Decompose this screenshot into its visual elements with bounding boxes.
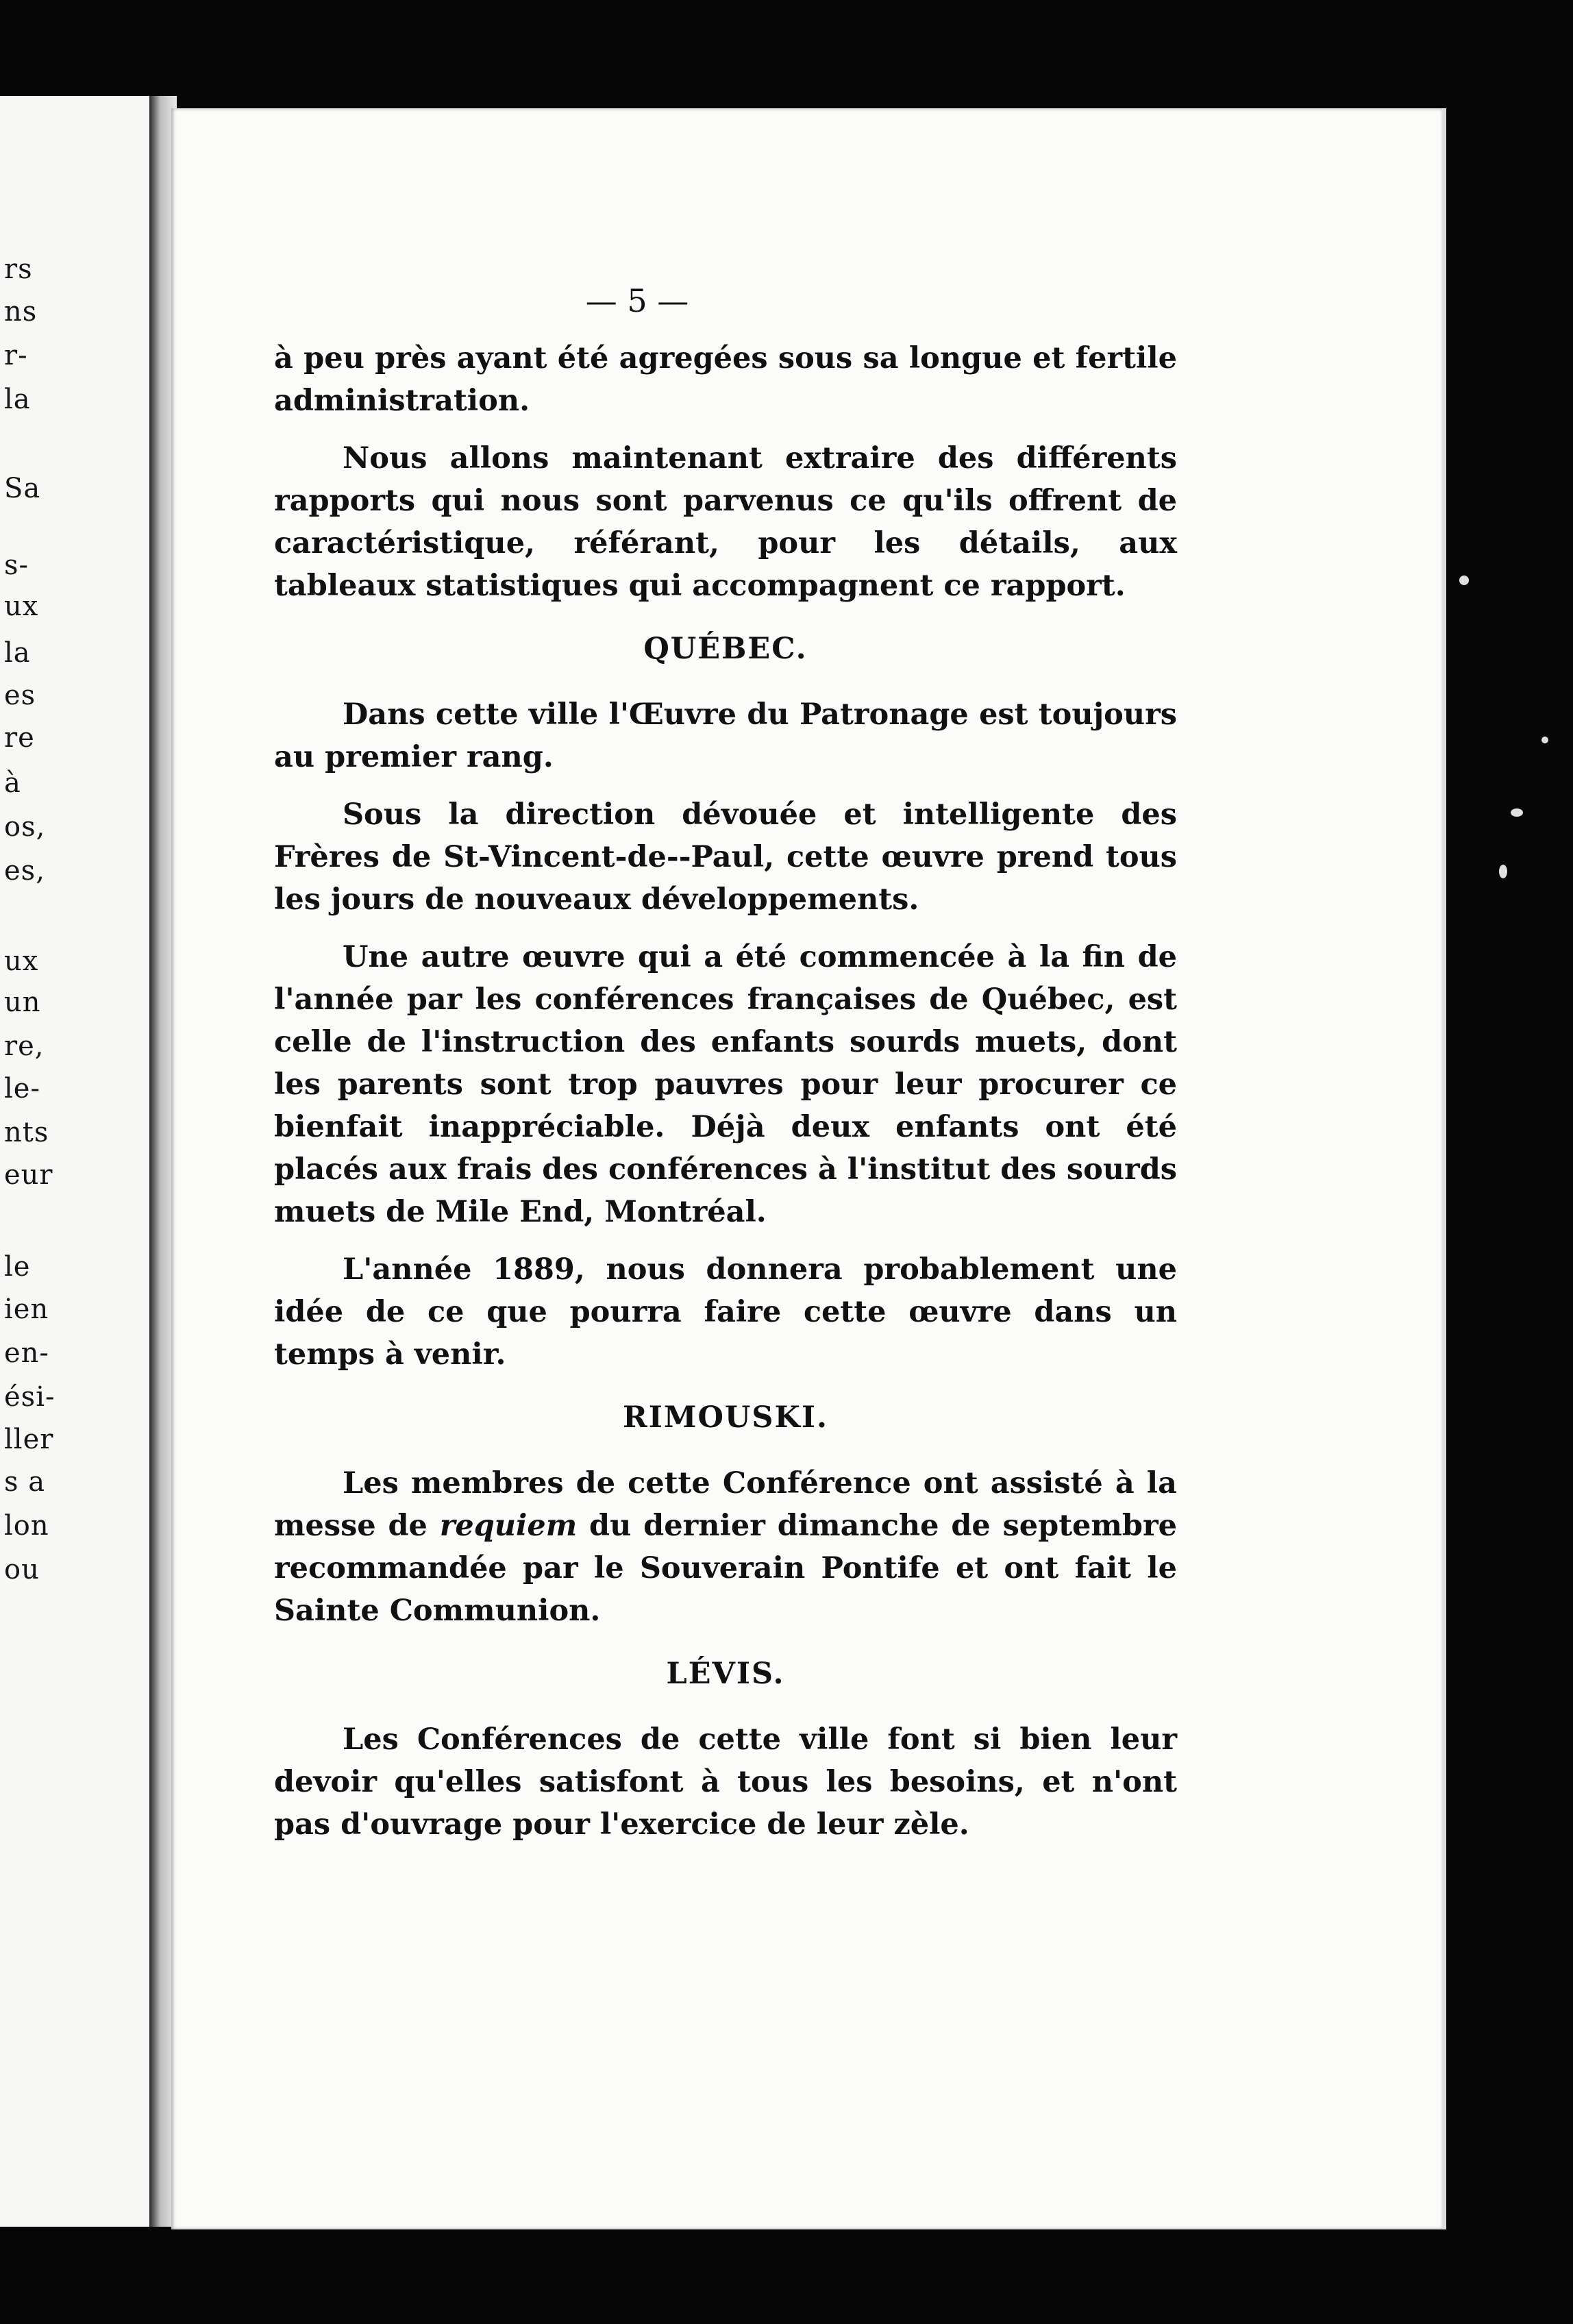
facing-page-fragment: ller xyxy=(4,1424,54,1455)
page-content xyxy=(274,280,1177,1861)
facing-page-fragment: s- xyxy=(4,549,29,581)
book-page xyxy=(171,108,1446,2229)
facing-page-fragment: la xyxy=(4,637,31,669)
scan-speck xyxy=(1511,808,1523,817)
section-heading-quebec: QUÉBEC. xyxy=(643,632,808,666)
facing-page-fragment: ési- xyxy=(4,1381,55,1413)
levis-paragraph: Les Conférences de cette ville font si bien leur devoir qu'elles satisfont à tous les besoins, et n'ont pas d'ouvrage pour l'exercice de leur zèle. xyxy=(274,1722,1177,1842)
facing-page-fragment: ux xyxy=(4,591,39,622)
intro-paragraph-continuation: à peu près ayant été agregées sous sa longue et fertile administration. xyxy=(274,341,1177,418)
facing-page-fragment: le- xyxy=(4,1073,40,1104)
quebec-paragraph: Sous la direction dévouée et intelligente des Frères de St-Vincent-de--Paul, cette œuvre prend tous les jours de nouveaux développements. xyxy=(274,798,1177,917)
facing-page-fragment: re xyxy=(4,722,35,754)
facing-page-fragment: le xyxy=(4,1251,31,1283)
facing-page-fragment: ou xyxy=(4,1554,40,1585)
facing-page-fragment: ux xyxy=(4,945,39,977)
facing-page-fragment: re, xyxy=(4,1030,45,1062)
facing-page-edge xyxy=(0,96,158,2227)
facing-page-fragment: un xyxy=(4,987,41,1018)
facing-page-fragment: rs xyxy=(4,254,33,285)
scan-speck xyxy=(1459,576,1469,585)
facing-page-fragment: s a xyxy=(4,1466,46,1498)
facing-page-fragment: à xyxy=(4,767,21,799)
facing-page-fragment: ien xyxy=(4,1294,49,1325)
scan-speck xyxy=(1541,737,1548,743)
page-number: — 5 — xyxy=(585,282,689,319)
quebec-paragraph: Dans cette ville l'Œuvre du Patronage est toujours au premier rang. xyxy=(274,697,1177,774)
quebec-paragraph: Une autre œuvre qui a été commencée à la fin de l'année par les conférences françaises de Québec, est celle de l'instruction des enfants sourds muets, dont les parents sont trop pauvres pour leur procurer ce bienfait inappréciable. Déjà deux enfants ont été placés aux frais des conférences à l'institut des sourds muets de Mile End, Montréal. xyxy=(274,940,1177,1229)
quebec-paragraph: L'année 1889, nous donnera probablement une idée de ce que pourra faire cette œuvre dans un temps à venir. xyxy=(274,1252,1177,1372)
facing-page-fragment: ns xyxy=(4,296,38,327)
facing-page-fragment: es, xyxy=(4,855,45,887)
facing-page-fragment: Sa xyxy=(4,473,41,504)
section-heading-levis: LÉVIS. xyxy=(666,1657,785,1691)
rimouski-paragraph xyxy=(274,1462,1177,1632)
scan-speck xyxy=(1499,865,1507,878)
rimouski-text-after: du dernier dimanche de septembre recommandée par le Souverain Pontife et ont fait le Sainte Communion. xyxy=(274,1509,1177,1628)
section-heading-rimouski: RIMOUSKI. xyxy=(623,1400,828,1435)
facing-page-fragment: r- xyxy=(4,340,28,371)
facing-page-fragment: os, xyxy=(4,811,46,843)
facing-page-fragment: la xyxy=(4,384,31,415)
facing-page-fragment: es xyxy=(4,680,36,711)
facing-page-fragment: en- xyxy=(4,1337,49,1369)
rimouski-text-before: Les membres de cette Conférence ont assisté à la messe de xyxy=(274,1466,1177,1543)
facing-page-fragment: eur xyxy=(4,1159,53,1191)
facing-page-fragment: lon xyxy=(4,1510,49,1542)
rimouski-italic-word: requiem xyxy=(439,1509,578,1543)
intro-paragraph: Nous allons maintenant extraire des différents rapports qui nous sont parvenus ce qu'ils offrent de caractéristique, référant, pour les détails, aux tableaux statistiques qui accompagnent ce rapport. xyxy=(274,441,1177,603)
facing-page-fragment: nts xyxy=(4,1117,49,1148)
